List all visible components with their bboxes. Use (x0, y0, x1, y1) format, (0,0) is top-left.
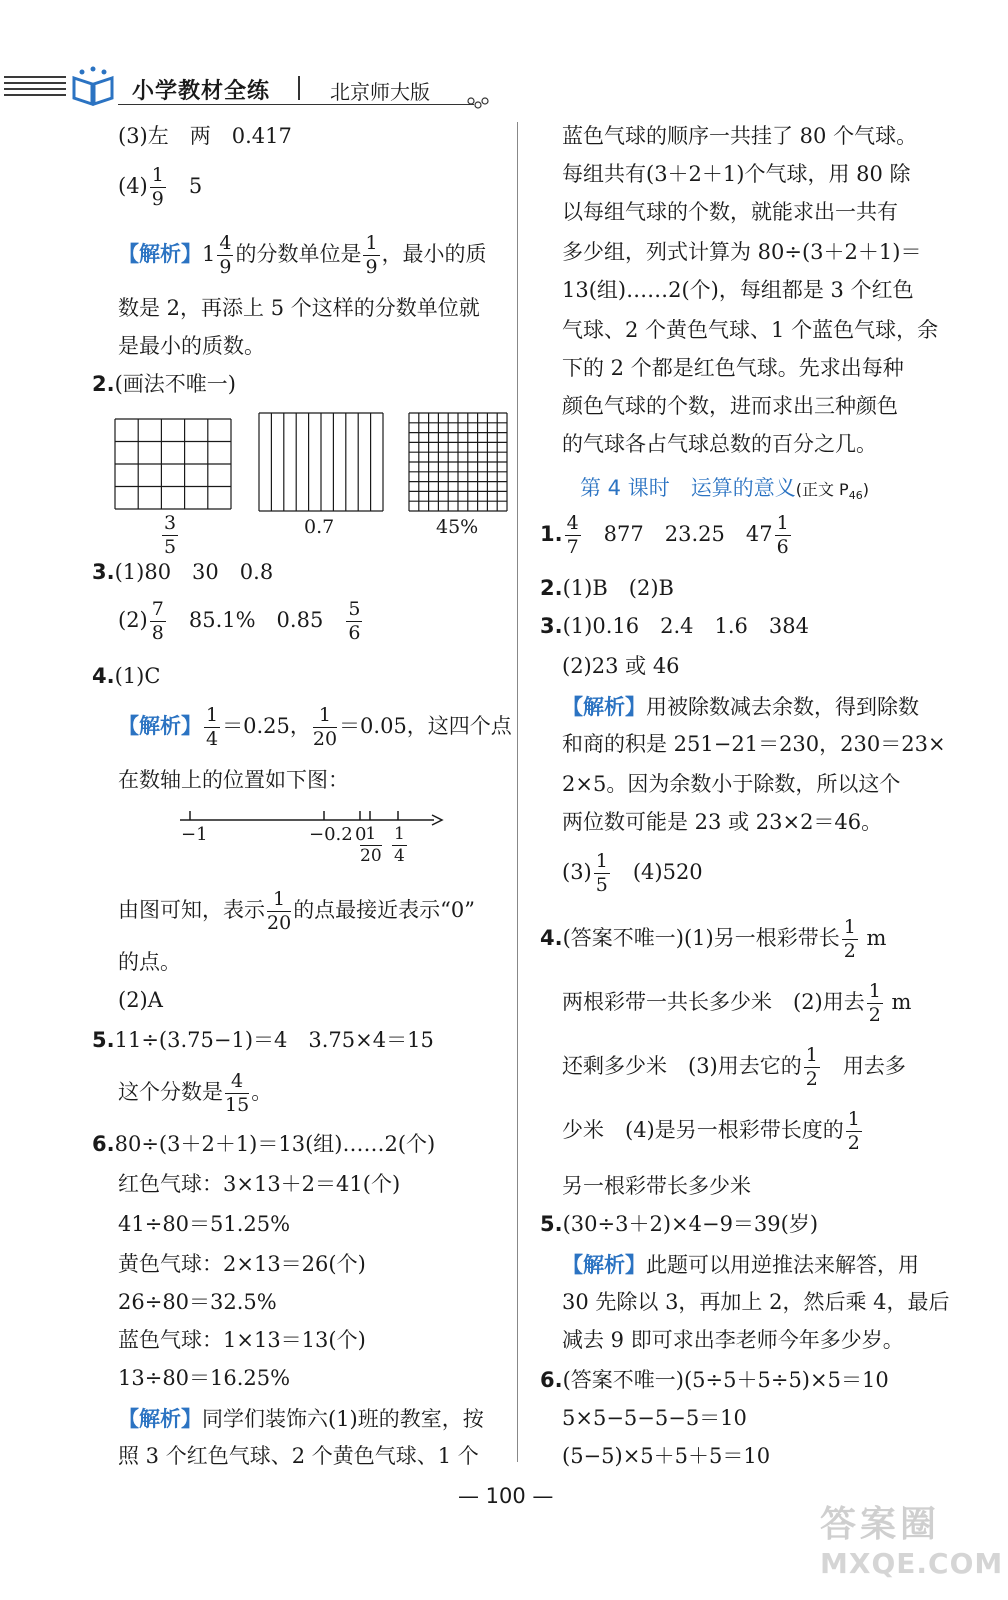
analysis-line: 【解析】此题可以用逆推法来解答，用 (562, 1252, 919, 1277)
analysis-line: 以每组气球的个数，就能求出一共有 (562, 200, 898, 224)
analysis-line: 的气球各占气球总数的百分之几。 (562, 432, 877, 456)
analysis-line: 两位数可能是 23 或 23×2＝46。 (562, 810, 883, 834)
question-4: 4.(答案不唯一)(1)另一根彩带长 $\frac{1}{2}$ m (540, 916, 887, 962)
answer-line: 少米 (4)是另一根彩带长度的 $\frac{1}{2}$ (562, 1108, 860, 1154)
answer-line: 另一根彩带长多少米 (562, 1174, 751, 1198)
analysis-line: 【解析】同学们装饰六(1)班的教室，按 (118, 1406, 484, 1431)
analysis-line: 下的 2 个都是红色气球。先求出每种 (562, 356, 904, 380)
answer-line: 蓝色气球：1×13＝13(个) (118, 1328, 366, 1352)
page-header (0, 60, 1008, 110)
fraction: $\frac{7}{8}$ (151, 598, 164, 644)
axis-label: 0 (355, 824, 367, 845)
fraction: $\frac{1}{9}$ (151, 164, 164, 210)
question-2: 2.(1)B (2)B (540, 576, 674, 600)
analysis-line: 30 先除以 3，再加上 2，然后乘 4，最后 (562, 1290, 950, 1314)
answer-line: 红色气球：3×13＋2＝41(个) (118, 1172, 401, 1196)
analysis-line: 是最小的质数。 (118, 334, 265, 358)
question-3: 3.(1)0.16 2.4 1.6 384 (540, 614, 809, 638)
fraction: $\frac{4}{9}$ (219, 232, 232, 278)
question-6: 6.80÷(3＋2＋1)＝13(组)……2(个) (92, 1132, 436, 1156)
analysis-line: 减去 9 即可求出李老师今年多少岁。 (562, 1328, 904, 1352)
column-divider (517, 122, 518, 1462)
header-stripes (4, 76, 66, 106)
book-edition: 北京师大版 (330, 80, 430, 104)
answer-line: (3) $\frac{1}{5}$ (4)520 (562, 850, 703, 896)
question-4: 4.(1)C (92, 664, 161, 688)
analysis-line: 的点。 (118, 950, 181, 974)
book-title: 小学教材全练 (132, 79, 271, 104)
analysis-line: 数是 2，再添上 5 个这样的分数单位就 (118, 296, 480, 320)
question-number: 6. (92, 1132, 115, 1156)
watermark-logo: 答案圈 MXQE.COM (820, 1504, 1004, 1580)
answer-line: (2)A (118, 988, 163, 1012)
analysis-line: 由图可知，表示 $\frac{1}{20}$ 的点最接近表示“0” (118, 888, 476, 934)
question-5: 5.11÷(3.75−1)＝4 3.75×4＝15 (92, 1028, 434, 1052)
grid-caption-3: 45% (436, 516, 479, 538)
fraction: $\frac{1}{2}$ (847, 1108, 860, 1154)
question-2: 2.(画法不唯一) (92, 372, 236, 396)
fraction: $\frac{4}{15}$ (225, 1070, 250, 1116)
axis-label: $\frac{1}{20}$ (360, 824, 382, 866)
analysis-tag: 【解析】 (562, 1252, 646, 1277)
header-ornament-icon (466, 96, 490, 110)
fraction: $\frac{4}{7}$ (566, 512, 579, 558)
analysis-line: 在数轴上的位置如下图： (118, 768, 349, 792)
answer-line: (5−5)×5＋5＋5＝10 (562, 1444, 771, 1468)
answer-line: 黄色气球：2×13＝26(个) (118, 1252, 366, 1276)
analysis-tag: 【解析】 (562, 694, 646, 719)
grid-figure-1 (114, 418, 232, 510)
analysis-line: 气球、2 个黄色气球、1 个蓝色气球，余 (562, 318, 939, 342)
question-6: 6.(答案不唯一)(5÷5＋5÷5)×5＝10 (540, 1368, 889, 1392)
question-number: 2. (540, 576, 563, 600)
analysis-line: 蓝色气球的顺序一共挂了 80 个气球。 (562, 124, 918, 148)
answer-line: (2)23 或 46 (562, 654, 680, 678)
analysis-line: 2×5。因为余数小于除数，所以这个 (562, 772, 901, 796)
question-number: 5. (540, 1212, 563, 1236)
question-5: 5.(30÷3＋2)×4−9＝39(岁) (540, 1212, 819, 1236)
fraction: $\frac{1}{2}$ (805, 1044, 818, 1090)
answer-line: (2) $\frac{7}{8}$ 85.1% 0.85 $\frac{5}{6}$ (118, 598, 361, 644)
analysis-line: 每组共有(3＋2＋1)个气球，用 80 除 (562, 162, 911, 186)
grid-figure-2 (258, 412, 384, 512)
fraction: $\frac{1}{4}$ (206, 704, 219, 750)
question-number: 4. (92, 664, 115, 688)
analysis-line: 【解析】1 $\frac{4}{9}$ 的分数单位是 $\frac{1}{9}$ ，最小的质 (118, 232, 487, 278)
book-logo-icon (70, 66, 116, 106)
fraction: $\frac{1}{9}$ (365, 232, 378, 278)
analysis-line: 多少组，列式计算为 80÷(3＋2＋1)＝ (562, 240, 922, 264)
fraction: $\frac{1}{6}$ (776, 512, 789, 558)
question-number: 1. (540, 522, 563, 546)
answer-line: 5×5−5−5−5＝10 (562, 1406, 747, 1430)
question-number: 3. (540, 614, 563, 638)
question-1: 1. $\frac{4}{7}$ 877 23.25 47 $\frac{1}{6}$ (540, 512, 789, 558)
analysis-tag: 【解析】 (118, 241, 202, 266)
axis-label: −0.2 (309, 824, 353, 845)
header-separator (298, 76, 300, 100)
analysis-line: 【解析】 $\frac{1}{4}$ ＝0.25， $\frac{1}{20}$ ＝0.05，这四个点 (118, 704, 512, 750)
fraction: $\frac{1}{2}$ (843, 916, 856, 962)
grid-figure-3 (408, 412, 508, 512)
answer-line: 还剩多少米 (3)用去它的 $\frac{1}{2}$ 用去多 (562, 1044, 906, 1090)
fraction: $\frac{5}{6}$ (348, 598, 361, 644)
question-number: 4. (540, 926, 563, 950)
fraction: $\frac{1}{5}$ (595, 850, 608, 896)
header-underline (118, 104, 474, 105)
grid-caption-2: 0.7 (304, 516, 335, 538)
answer-line: 13÷80＝16.25% (118, 1366, 291, 1390)
question-number: 6. (540, 1368, 563, 1392)
number-line (176, 806, 446, 826)
question-number: 5. (92, 1028, 115, 1052)
analysis-line: 和商的积是 251−21＝230，230＝23× (562, 732, 946, 756)
answer-line: 26÷80＝32.5% (118, 1290, 277, 1314)
grid-caption-1: $\frac{3}{5}$ (164, 512, 177, 558)
page-number: — 100 — (458, 1484, 554, 1508)
answer-line: (3)左 两 0.417 (118, 124, 292, 148)
question-3: 3.(1)80 30 0.8 (92, 560, 274, 584)
analysis-line: 【解析】用被除数减去余数，得到除数 (562, 694, 919, 719)
axis-label: −1 (181, 824, 208, 845)
answer-line: 这个分数是 $\frac{4}{15}$ 。 (118, 1070, 273, 1116)
analysis-tag: 【解析】 (118, 713, 202, 738)
analysis-line: 照 3 个红色气球、2 个黄色气球、1 个 (118, 1444, 479, 1468)
answer-line: (4) $\frac{1}{9}$ 5 (118, 164, 203, 210)
lesson-heading: 第 4 课时 运算的意义(正文 $P_{46}$) (580, 476, 869, 503)
analysis-line: 13(组)……2(个)，每组都是 3 个红色 (562, 278, 914, 302)
answer-line: 两根彩带一共长多少米 (2)用去 $\frac{1}{2}$ m (562, 980, 912, 1026)
question-number: 2. (92, 372, 115, 396)
fraction: $\frac{1}{2}$ (868, 980, 881, 1026)
answer-line: 41÷80＝51.25% (118, 1212, 291, 1236)
analysis-tag: 【解析】 (118, 1406, 202, 1431)
fraction: $\frac{1}{20}$ (312, 704, 338, 750)
fraction: $\frac{1}{20}$ (267, 888, 292, 934)
question-number: 3. (92, 560, 115, 584)
axis-label: $\frac{1}{4}$ (394, 824, 405, 866)
analysis-line: 颜色气球的个数，进而求出三种颜色 (562, 394, 898, 418)
